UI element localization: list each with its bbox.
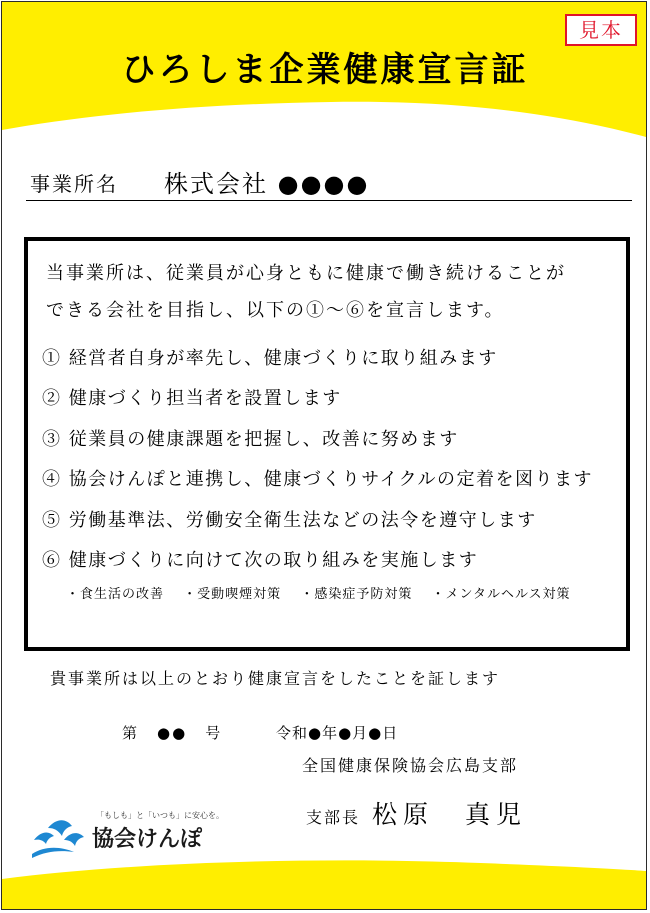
sample-stamp: 見本 [565, 14, 637, 46]
initiative-list [66, 583, 585, 602]
declaration-item-2: ② 健康づくり担当者を設置します [42, 388, 342, 410]
certificate-page [1, 1, 647, 910]
number-value: ●● [157, 724, 188, 742]
number-prefix: 第 [122, 724, 140, 742]
intro-line-1: 当事業所は、従業員が心身ともに健康で働き続けることが [46, 263, 566, 284]
declaration-items [42, 339, 593, 581]
declaration-item-3: ③ 従業員の健康課題を把握し、改善に努めます [42, 428, 459, 450]
issue-date: 令和●年●月●日 [276, 724, 399, 742]
declaration-item-4: ④ 協会けんぽと連携し、健康づくりサイクルの定着を図ります [42, 469, 594, 491]
declaration-intro [46, 255, 566, 329]
logo-tagline: 「もしも」と「いつも」に安心を。 [96, 811, 224, 820]
issuer-organization: 全国健康保険協会広島支部 [302, 756, 519, 775]
bird-logo-icon [30, 810, 90, 862]
declaration-item-5: ⑤ 労働基準法、労働安全衛生法などの法令を遵守します [42, 509, 537, 531]
declaration-item-6: ⑥ 健康づくりに向けて次の取り組みを実施します [42, 550, 479, 572]
declaration-box [24, 237, 630, 651]
logo-text: 協会けんぽ [92, 827, 203, 852]
initiative-mental-health: ・メンタルヘルス対策 [431, 587, 571, 602]
intro-line-2: できる会社を目指し、以下の①～⑥を宣言します。 [46, 300, 505, 321]
issuer-title: 支部長 [306, 808, 361, 827]
office-name-row [26, 164, 632, 201]
office-name-label: 事業所名 [30, 172, 118, 196]
certificate-title: ひろしま企業健康宣言証 [121, 50, 529, 90]
declaration-item-1: ① 経営者自身が率先し、健康づくりに取り組みます [42, 348, 498, 369]
number-suffix: 号 [205, 724, 223, 742]
initiative-diet: ・食生活の改善 [66, 587, 165, 602]
certification-statement: 貴事業所は以上のとおり健康宣言をしたことを証します [50, 669, 501, 688]
office-name-value: 株式会社 ●●●● [164, 170, 370, 198]
initiative-passive-smoking: ・受動喫煙対策 [183, 587, 282, 602]
initiative-infection-prevention: ・感染症予防対策 [300, 587, 413, 602]
kyokai-kenpo-logo [30, 802, 230, 864]
certificate-number [122, 722, 222, 743]
issuer-name: 松原 真児 [372, 800, 528, 829]
